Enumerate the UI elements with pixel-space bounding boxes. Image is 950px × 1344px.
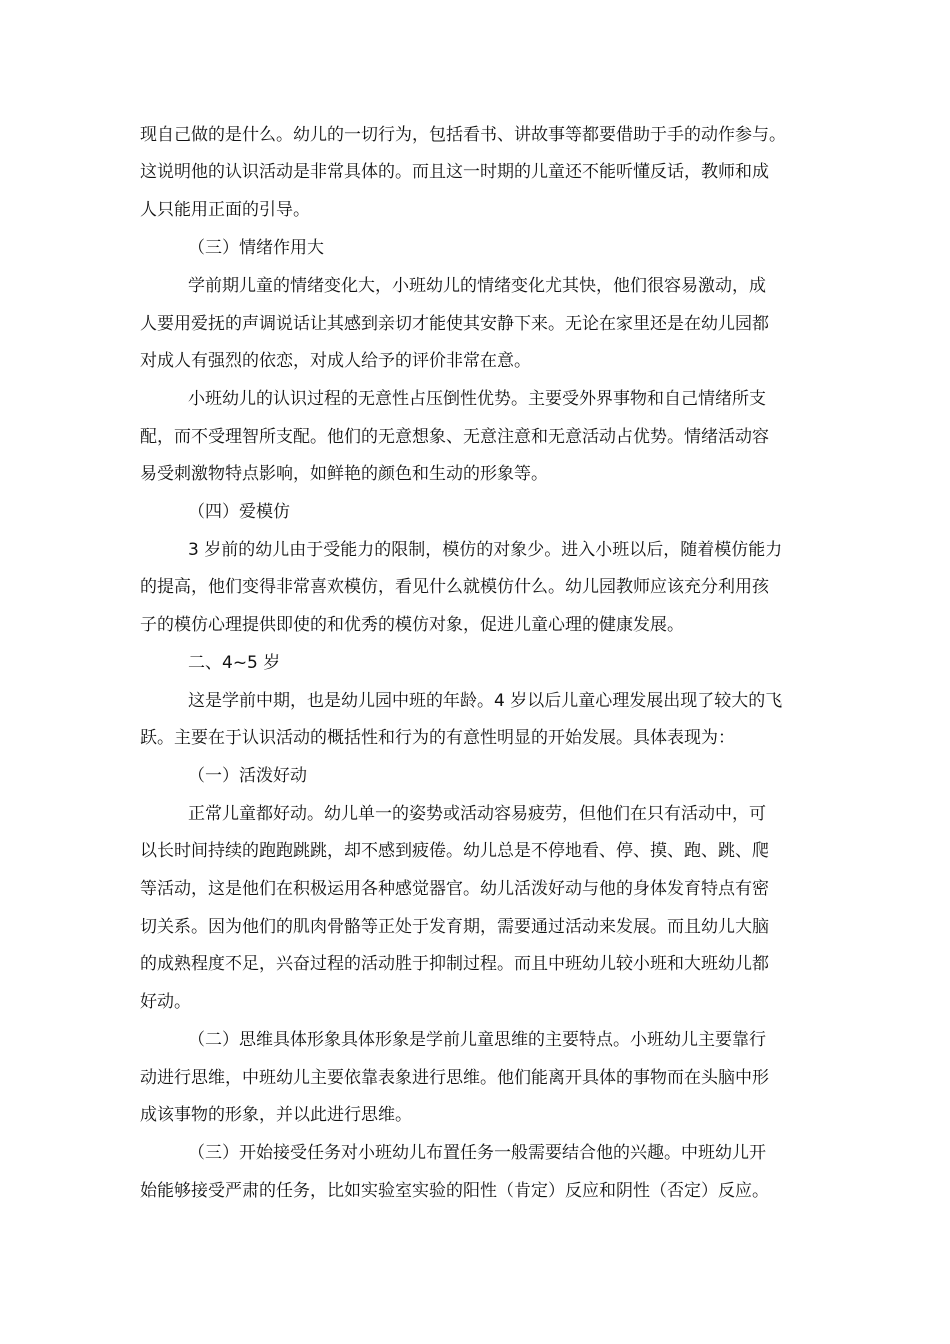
text-line: 的提高，他们变得非常喜欢模仿，看见什么就模仿什么。幼儿园教师应该充分利用孩 <box>140 577 769 597</box>
text-line: 配，而不受理智所支配。他们的无意想象、无意注意和无意活动占优势。情绪活动容 <box>140 427 769 447</box>
text-line: 始能够接受严肃的任务，比如实验室实验的阳性（肯定）反应和阴性（否定）反应。 <box>140 1181 769 1201</box>
text-line: 的成熟程度不足，兴奋过程的活动胜于抑制过程。而且中班幼儿较小班和大班幼儿都 <box>140 954 769 974</box>
section-heading: （三）情绪作用大 <box>188 238 324 258</box>
section-heading: 二、4~5 岁 <box>188 653 281 673</box>
section-heading: （二）思维具体形象具体形象是学前儿童思维的主要特点。小班幼儿主要靠行 <box>188 1030 766 1050</box>
text-line: 3 岁前的幼儿由于受能力的限制，模仿的对象少。进入小班以后，随着模仿能力 <box>188 540 783 560</box>
text-line: 对成人有强烈的依恋，对成人给予的评价非常在意。 <box>140 351 531 371</box>
text-line: 现自己做的是什么。幼儿的一切行为，包括看书、讲故事等都要借助于手的动作参与。 <box>140 125 786 145</box>
text-line: 学前期儿童的情绪变化大，小班幼儿的情绪变化尤其快，他们很容易激动，成 <box>188 276 766 296</box>
text-line: 这是学前中期，也是幼儿园中班的年龄。4 岁以后儿童心理发展出现了较大的飞 <box>188 691 783 711</box>
section-heading: （四）爱模仿 <box>188 502 290 522</box>
text-line: 跃。主要在于认识活动的概括性和行为的有意性明显的开始发展。具体表现为： <box>140 728 735 748</box>
section-heading: （一）活泼好动 <box>188 766 307 786</box>
text-line: 人只能用正面的引导。 <box>140 200 310 220</box>
text-line: 易受刺激物特点影响，如鲜艳的颜色和生动的形象等。 <box>140 464 548 484</box>
text-line: 小班幼儿的认识过程的无意性占压倒性优势。主要受外界事物和自己情绪所支 <box>188 389 766 409</box>
text-line: 成该事物的形象，并以此进行思维。 <box>140 1105 412 1125</box>
text-line: 动进行思维，中班幼儿主要依靠表象进行思维。他们能离开具体的事物而在头脑中形 <box>140 1068 769 1088</box>
text-line: 等活动，这是他们在积极运用各种感觉器官。幼儿活泼好动与他的身体发育特点有密 <box>140 879 769 899</box>
text-line: 好动。 <box>140 992 191 1012</box>
text-line: 切关系。因为他们的肌肉骨骼等正处于发育期，需要通过活动来发展。而且幼儿大脑 <box>140 917 769 937</box>
text-line: 人要用爱抚的声调说话让其感到亲切才能使其安静下来。无论在家里还是在幼儿园都 <box>140 314 769 334</box>
section-heading: （三）开始接受任务对小班幼儿布置任务一般需要结合他的兴趣。中班幼儿开 <box>188 1143 766 1163</box>
text-line: 子的模仿心理提供即使的和优秀的模仿对象，促进儿童心理的健康发展。 <box>140 615 684 635</box>
text-line: 以长时间持续的跑跑跳跳，却不感到疲倦。幼儿总是不停地看、停、摸、跑、跳、爬 <box>140 841 769 861</box>
text-line: 正常儿童都好动。幼儿单一的姿势或活动容易疲劳，但他们在只有活动中，可 <box>188 804 766 824</box>
text-line: 这说明他的认识活动是非常具体的。而且这一时期的儿童还不能听懂反话，教师和成 <box>140 162 769 182</box>
